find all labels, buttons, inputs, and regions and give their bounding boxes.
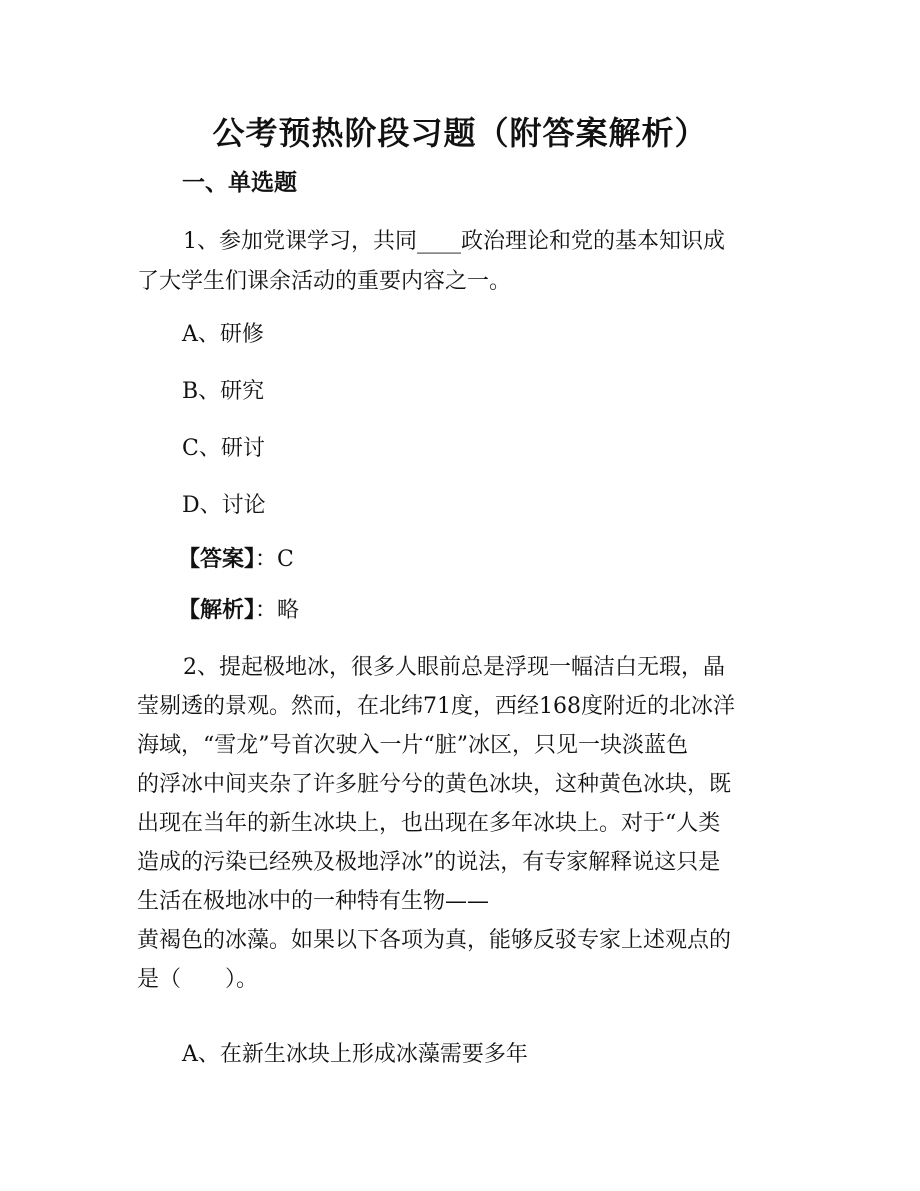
page-title: 公考预热阶段习题（附答案解析） [212, 114, 708, 152]
question-2-line-1: 2、提起极地冰，很多人眼前总是浮现一幅洁白无瑕，晶 [183, 655, 725, 680]
question-2-line-4: 的浮冰中间夹杂了许多脏兮兮的黄色冰块，这种黄色冰块，既 [137, 772, 732, 797]
question-1-option-c: C、研讨 [182, 436, 265, 461]
question-1-analysis [178, 596, 299, 626]
question-1-option-a: A、研修 [182, 322, 264, 347]
question-1-line-2: 了大学生们课余活动的重要内容之一。 [137, 269, 512, 294]
question-1-option-b: B、研究 [182, 379, 265, 404]
question-2-line-8: 黄褐色的冰藻。如果以下各项为真，能够反驳专家上述观点的 [137, 928, 732, 953]
question-2-option-a: A、在新生冰块上形成冰藻需要多年 [182, 1042, 528, 1067]
question-1-answer [178, 545, 294, 575]
question-2-line-9: 是（ ）。 [137, 967, 259, 992]
answer-value: ：C [255, 547, 294, 572]
question-2-line-6: 造成的污染已经殃及极地浮冰”的说法，有专家解释说这只是 [137, 850, 721, 875]
question-2-stem [137, 648, 789, 999]
answer-label: 【答案】 [178, 547, 256, 572]
question-1-option-d: D、讨论 [182, 493, 266, 518]
analysis-label: 【解析】 [178, 598, 256, 623]
analysis-value: ：略 [255, 598, 300, 623]
question-2-line-3: 海域，“雪龙”号首次驶入一片“脏”冰区，只见一块淡蓝色 [137, 733, 688, 758]
question-1-stem [137, 222, 789, 302]
section-heading: 一、单选题 [182, 170, 297, 196]
question-2-line-2: 莹剔透的景观。然而，在北纬71度，西经168度附近的北冰洋 [137, 694, 735, 719]
question-2-line-7: 生活在极地冰中的一种特有生物—— [137, 889, 490, 914]
question-2-line-5: 出现在当年的新生冰块上，也出现在多年冰块上。对于“人类 [137, 811, 721, 836]
question-1-line-1: 1、参加党课学习，共同____政治理论和党的基本知识成 [183, 229, 725, 254]
